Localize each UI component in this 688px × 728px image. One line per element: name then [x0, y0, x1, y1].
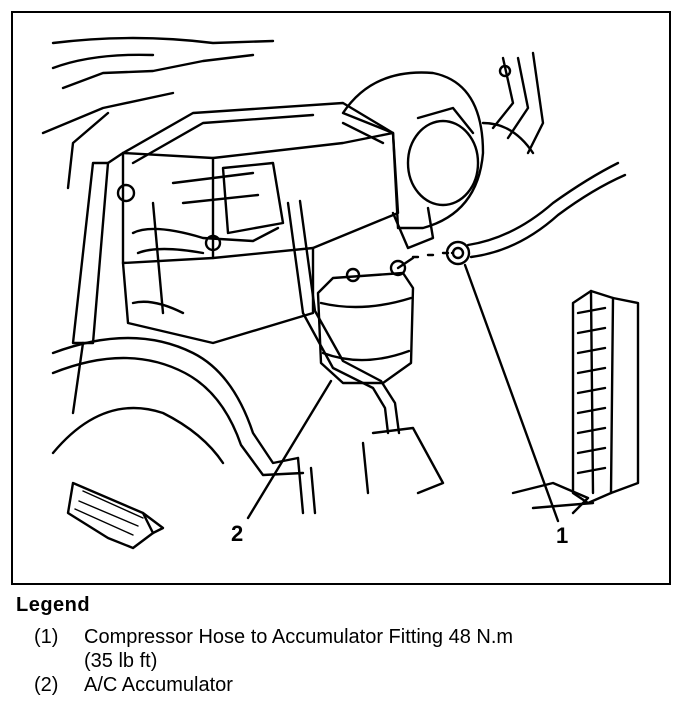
legend-item-1-text: Compressor Hose to Accumulator Fitting 48 N.m	[84, 626, 514, 648]
legend-item-1-text-cont: (35 lb ft)	[84, 650, 158, 672]
legend-item-1-number: (1)	[34, 626, 59, 648]
condenser	[513, 291, 638, 513]
left-bracket	[73, 153, 123, 413]
legend-item-2-text: A/C Accumulator	[84, 674, 233, 696]
wiring-harness	[483, 53, 543, 153]
lower-hoses	[53, 338, 315, 513]
leader-line-1	[465, 265, 558, 521]
engine-bay-illustration	[13, 13, 669, 583]
legend-item-2	[16, 673, 676, 697]
legend-title: Legend	[16, 594, 91, 616]
callout-2: 2	[231, 521, 244, 546]
suction-line	[288, 201, 443, 493]
leader-line-2	[248, 381, 331, 518]
legend	[16, 594, 676, 697]
legend-item-1	[16, 625, 676, 673]
callout-1: 1	[556, 523, 569, 548]
front-arrow	[68, 483, 163, 548]
diagram-frame	[11, 11, 671, 585]
compressor-hose	[413, 163, 625, 264]
legend-item-2-number: (2)	[34, 674, 59, 696]
blower-motor	[343, 73, 483, 249]
